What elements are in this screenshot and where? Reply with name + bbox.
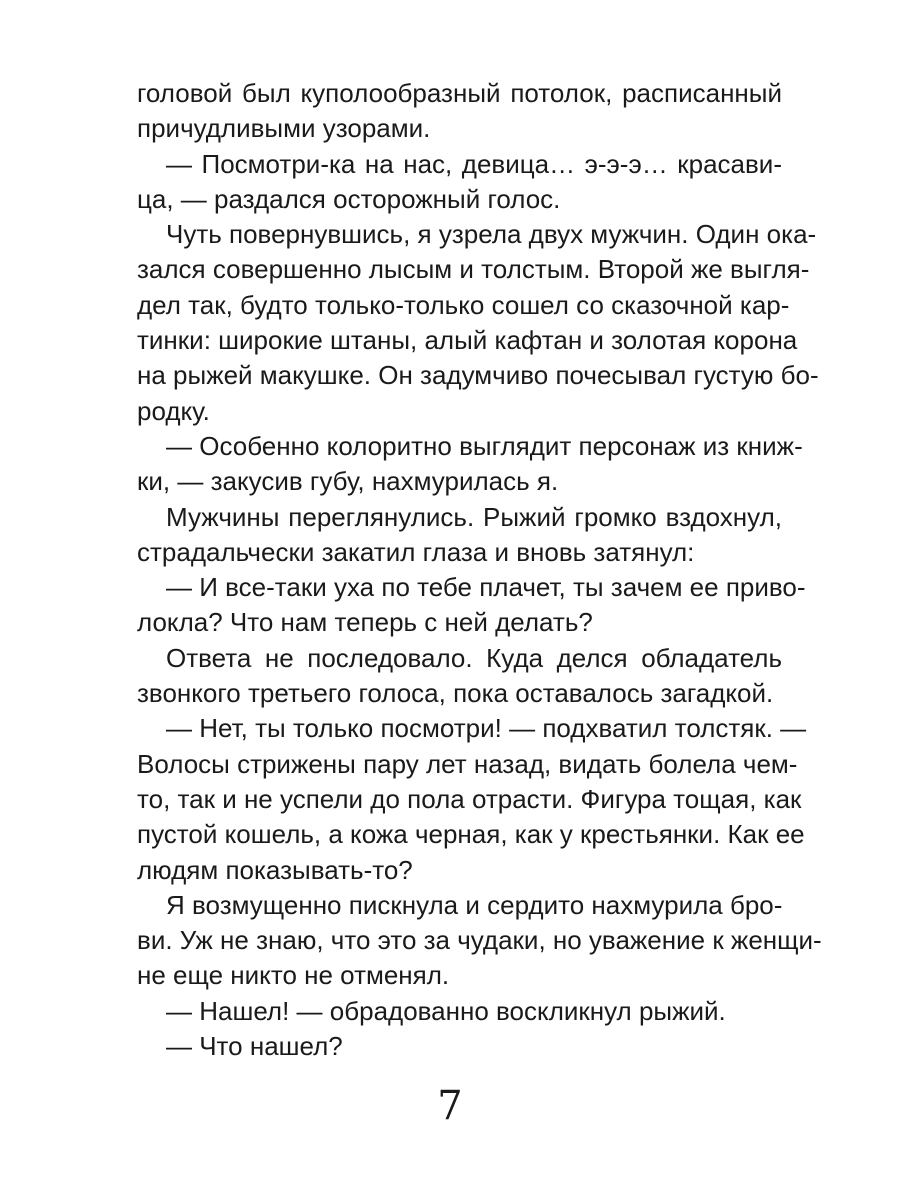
text-line: Волосы стрижены пару лет назад, видать болела чем- [137, 748, 798, 779]
text-line: дел так, будто только-только сошел со сказочной кар- [137, 289, 790, 320]
body-text [137, 76, 822, 1064]
text-line: не еще никто не отменял. [137, 960, 450, 991]
text-line: Я возмущенно пискнула и сердито нахмурила бро- [166, 889, 783, 920]
text-line: людям показывать-то? [137, 854, 413, 885]
text-line: то, так и не успели до пола отрасти. Фигура тощая, как [137, 783, 802, 814]
text-line: — Посмотри-ка на нас, девица… э-э-э… красави- [166, 148, 782, 179]
text-line: родку. [137, 395, 210, 426]
text-line: Мужчины переглянулись. Рыжий громко вздохнул, [166, 501, 782, 532]
text-line: локла? Что нам теперь с ней делать? [137, 607, 593, 638]
text-line: пустой кошель, а кожа черная, как у крестьянки. Как ее [137, 819, 805, 850]
page-number: 7 [437, 1083, 463, 1129]
text-line: ца, — раздался осторожный голос. [137, 183, 561, 214]
text-line: Ответа не последовало. Куда делся обладатель [166, 642, 782, 673]
text-line: — Нашел! — обрадованно воскликнул рыжий. [166, 995, 726, 1026]
text-line: тинки: широкие штаны, алый кафтан и золотая корона [137, 325, 798, 356]
text-line: страдальчески закатил глаза и вновь затянул: [137, 536, 695, 567]
text-line: — И все-таки уха по тебе плачет, ты зачем ее приво- [166, 572, 806, 603]
text-line: зался совершенно лысым и толстым. Второй же выгля- [137, 254, 810, 285]
text-line: — Что нашел? [166, 1031, 343, 1062]
text-line: ки, — закусив губу, нахмурилась я. [137, 466, 559, 497]
text-line: на рыжей макушке. Он задумчиво почесывал густую бо- [137, 360, 819, 391]
text-line: звонкого третьего голоса, пока оставалось загадкой. [137, 678, 774, 709]
text-line: головой был куполообразный потолок, расписанный [137, 78, 782, 108]
text-line: ви. Уж не знаю, что это за чудаки, но уважение к женщи- [137, 925, 822, 956]
text-line: причудливыми узорами. [137, 113, 431, 144]
text-line: — Особенно колоритно выглядит персонаж из книж- [166, 430, 803, 461]
text-line: — Нет, ты только посмотри! — подхватил толстяк. — [166, 713, 807, 744]
text-line: Чуть повернувшись, я узрела двух мужчин. Один ока- [166, 219, 817, 250]
